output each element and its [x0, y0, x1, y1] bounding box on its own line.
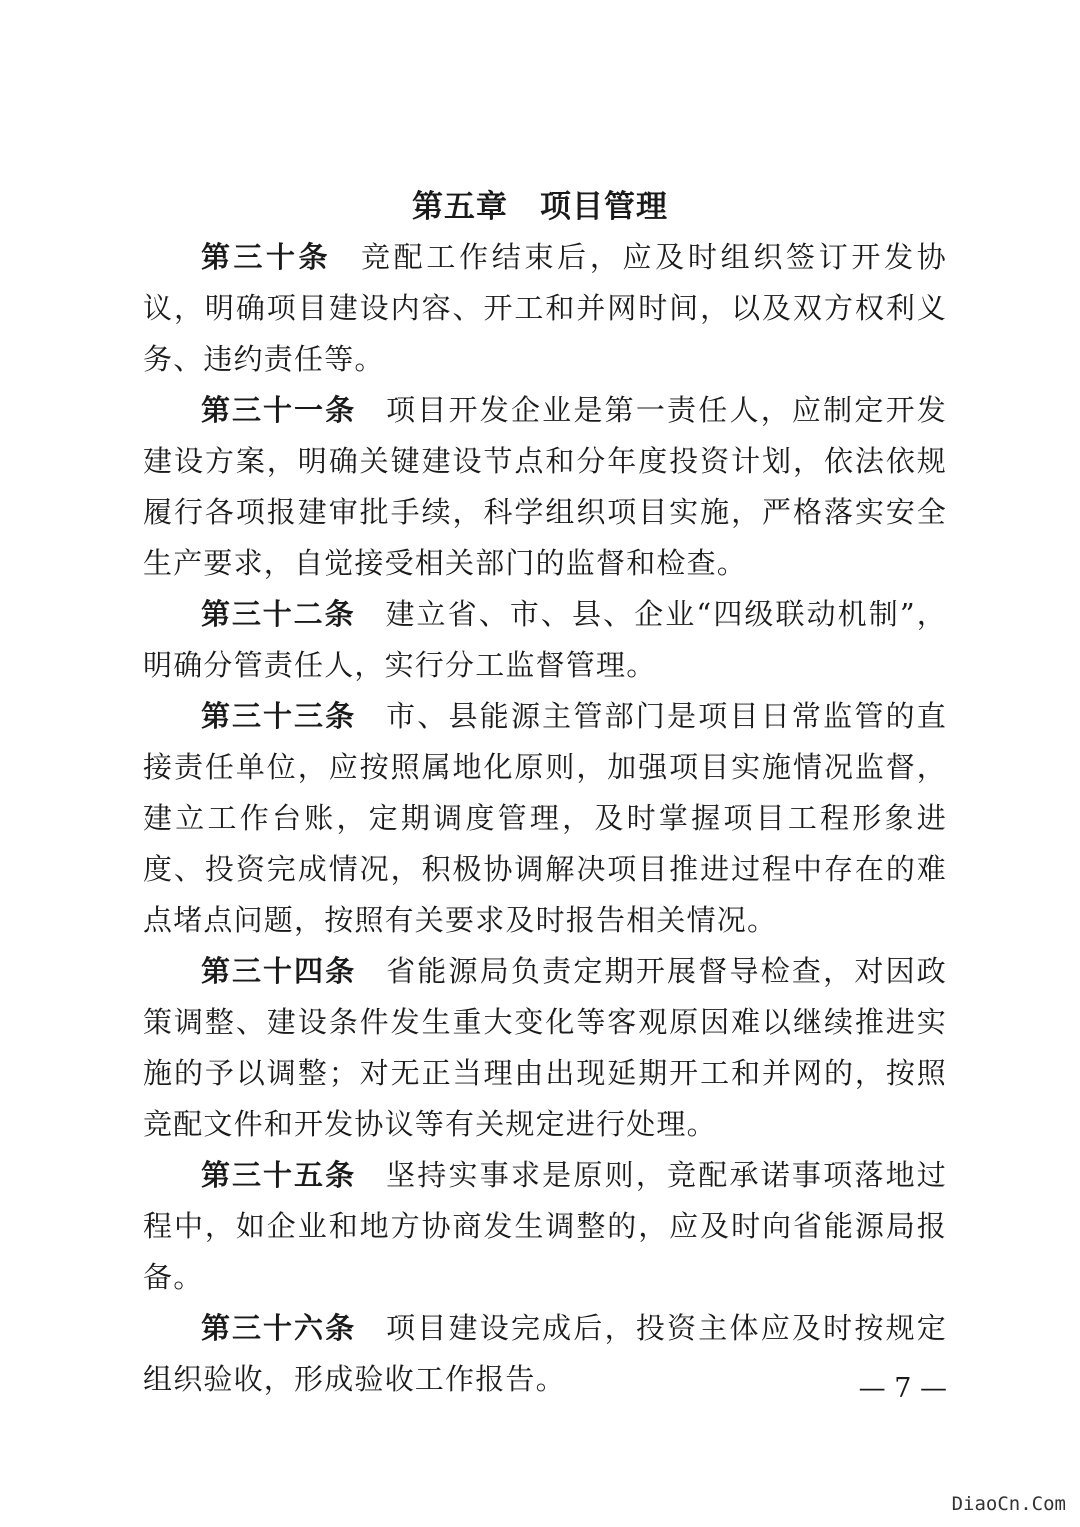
article-33: [143, 691, 947, 946]
article-text: 建立省、市、县、企业“四级联动机制”，明确分管责任人，实行分工监督管理。: [143, 597, 947, 682]
article-32: [143, 589, 947, 691]
article-36: [143, 1303, 947, 1405]
article-34: [143, 946, 947, 1150]
article-list: [143, 232, 947, 1405]
article-number: 第三十六条: [201, 1311, 357, 1345]
article-number: 第三十条: [201, 240, 331, 274]
article-number: 第三十二条: [201, 597, 356, 631]
article-text: 省能源局负责定期开展督导检查，对因政策调整、建设条件发生重大变化等客观原因难以继续推进实施的予以调整；对无正当理由出现延期开工和并网的，按照竞配文件和开发协议等有关规定进行处理。: [143, 954, 947, 1141]
article-number: 第三十五条: [201, 1158, 357, 1192]
article-number: 第三十四条: [201, 954, 357, 988]
chapter-title: 第五章 项目管理: [412, 189, 668, 225]
article-text: 坚持实事求是原则，竞配承诺事项落地过程中，如企业和地方协商发生调整的，应及时向省能源局报备。: [143, 1158, 947, 1294]
article-31: [143, 385, 947, 589]
article-text: 项目开发企业是第一责任人，应制定开发建设方案，明确关键建设节点和分年度投资计划，依法依规履行各项报建审批手续，科学组织项目实施，严格落实安全生产要求，自觉接受相关部门的监督和检查。: [143, 393, 947, 580]
article-text: 竞配工作结束后，应及时组织签订开发协议，明确项目建设内容、开工和并网时间，以及双方权利义务、违约责任等。: [143, 240, 947, 376]
article-text: 项目建设完成后，投资主体应及时按规定组织验收，形成验收工作报告。: [143, 1311, 947, 1396]
page-number: — 7 —: [858, 1373, 947, 1404]
watermark: DiaoCn.Com: [951, 1493, 1066, 1515]
article-number: 第三十三条: [201, 699, 357, 733]
article-35: [143, 1150, 947, 1303]
article-30: [143, 232, 947, 385]
article-text: 市、县能源主管部门是项目日常监管的直接责任单位，应按照属地化原则，加强项目实施情况监督，建立工作台账，定期调度管理，及时掌握项目工程形象进度、投资完成情况，积极协调解决项目推进过程中存在的难点堵点问题，按照有关要求及时报告相关情况。: [143, 699, 947, 937]
article-number: 第三十一条: [201, 393, 357, 427]
